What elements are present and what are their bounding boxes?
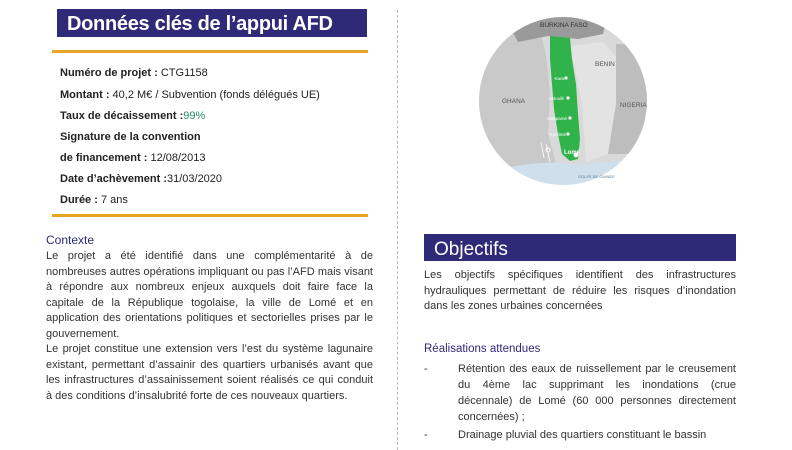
completion-value: 31/03/2020 [166,173,223,185]
signature-row-1 [60,131,201,143]
project-number-value: CTG1158 [160,67,208,79]
sokode-dot [566,96,569,99]
disbursement-row [60,110,205,122]
disbursement-label: Taux de décaissement : [60,110,184,122]
signature-label-1: Signature de la convention [60,131,201,143]
context-text [46,249,373,404]
page-title: Données clés de l’appui AFD [57,9,367,37]
completion-row [60,173,222,185]
map-label-ghana: GHANA [502,98,526,105]
list-bullet: - [424,429,428,441]
kara-dot [564,76,567,79]
amount-row [60,89,320,101]
duration-value: 7 ans [100,194,128,206]
list-item [424,361,736,425]
map-label-gulf: GOLFE DE GUINÉE [578,174,615,179]
map-label-nigeria: NIGERIA [620,102,647,109]
signature-label-2: de financement : [60,152,148,164]
togo-map [478,14,648,189]
project-number-label: Numéro de projet : [60,67,158,79]
map-label-sokode: Sokodé [548,96,564,101]
column-separator [397,10,398,450]
map-label-lome: Lomé [564,150,581,156]
map-label-atakpame: Atakpamé [546,116,567,121]
amount-value: 40,2 M€ / Subvention (fonds délégués UE) [112,89,320,101]
achievements-list [424,361,736,445]
objectives-paragraph: Les objectifs spécifiques identifient des infrastructures hydrauliques permettant de réduire les risques d’inondation dans les zones urbaines concernées [424,269,736,312]
achievements-heading: Réalisations attendues [424,343,541,355]
duration-row [60,194,128,206]
list-bullet: - [424,363,428,375]
list-item-text: Drainage pluvial des quartiers constituant le bassin [458,429,707,441]
disbursement-value: 99% [183,110,206,122]
map-label-kpalime: Kpalimé [549,132,566,137]
key-data-bottom-rule [52,214,368,217]
context-paragraph-2: Le projet constitue une extension vers l’est du système lagunaire existant, permettant d’assainir des quartiers urbanisés avant que les infrastructures d’assainissement soient réalisés ce qui conduit à des conditions d’insalubrité forte de ces nouveaux quartiers. [46,343,373,402]
key-data-top-rule [52,50,368,53]
context-heading: Contexte [46,233,95,247]
amount-label: Montant : [60,89,110,101]
list-item-text: Rétention des eaux de ruissellement par le creusement du 4ème lac supprimant les inondations (crue décennale) de Lomé (60 000 personnes directement concernées) ; [458,363,736,423]
map-label-burkina: BURKINA FASO [540,22,588,29]
map-label-kara: Kara [554,76,564,81]
signature-row-2 [60,152,206,164]
context-paragraph-1: Le projet a été identifié dans une complémentarité à de nombreuses autres opérations impliquant ou pas l’AFD mais visant à répondre aux nombreux enjeux auxquels doit faire face la capitale de la République togolaise, la ville de Lomé et en application des orientations politiques et sectorielles prises par le gouvernement. [46,250,373,340]
atakpame-dot [568,116,571,119]
project-number-row [60,67,208,79]
duration-label: Durée : [60,194,98,206]
completion-label: Date d’achèvement : [60,173,167,185]
signature-value: 12/08/2013 [150,152,206,164]
kpalime-dot [566,132,569,135]
objectives-heading: Objectifs [424,234,736,261]
list-item [424,427,736,443]
objectives-text [424,268,736,315]
map-label-benin: BENIN [595,61,615,68]
